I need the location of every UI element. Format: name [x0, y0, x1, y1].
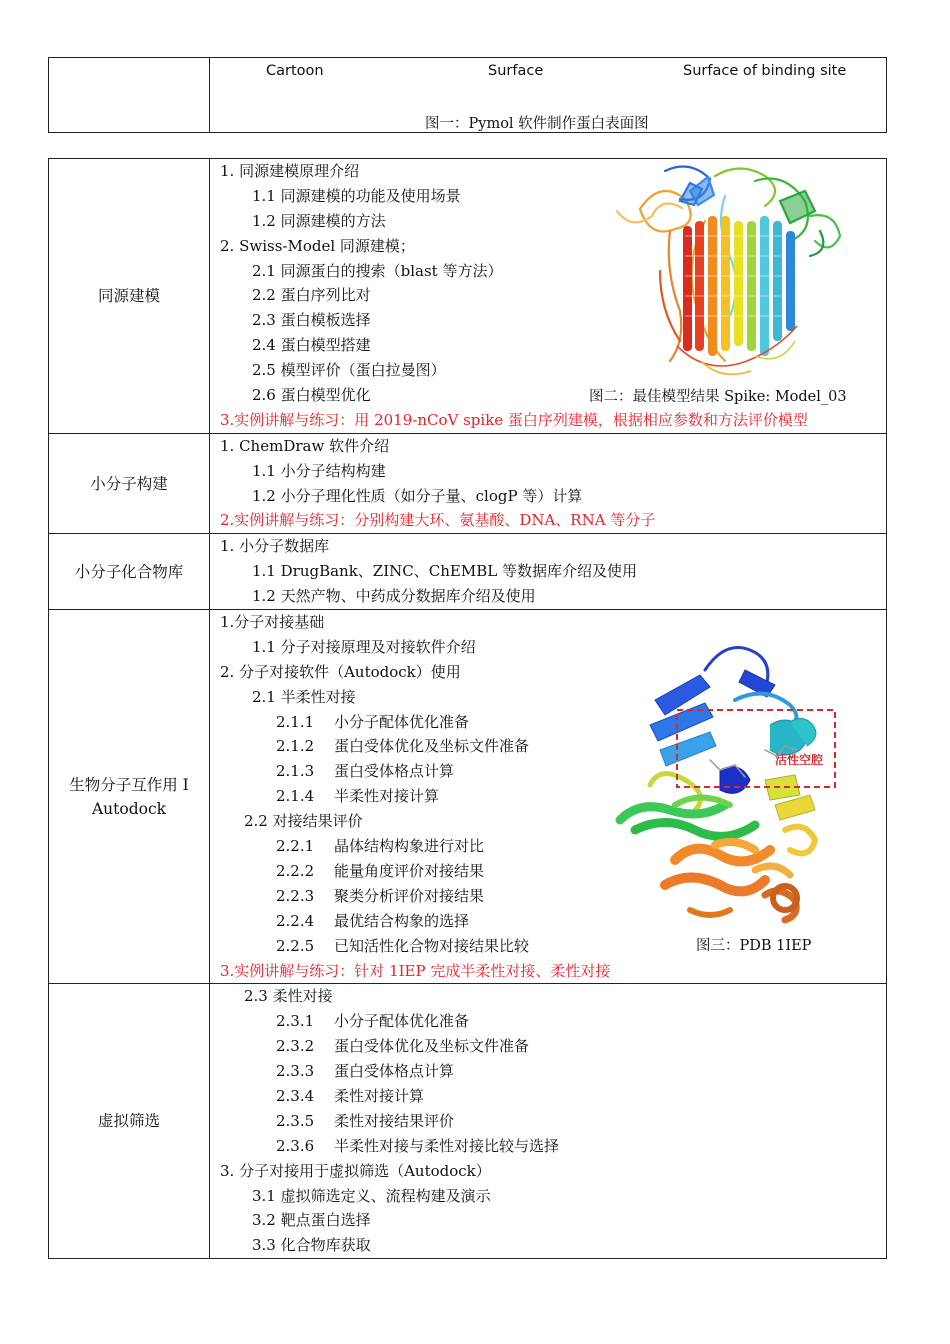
list-item: 1.1 同源建模的功能及使用场景	[252, 186, 461, 205]
item-text: 蛋白受体格点计算	[334, 762, 455, 781]
item-text: 蛋白受体优化及坐标文件准备	[334, 1037, 530, 1056]
list-item	[210, 1059, 886, 1084]
figure1-table	[48, 57, 887, 133]
section-content	[210, 610, 887, 984]
item-text: 最优结合构象的选择	[334, 911, 470, 930]
section-content	[210, 534, 887, 610]
list-item	[210, 1034, 886, 1059]
list-item: 2.1 同源蛋白的搜索（blast 等方法）	[252, 261, 503, 280]
list-item: 2.5 模型评价（蛋白拉曼图）	[252, 361, 446, 380]
item-text: 柔性对接计算	[334, 1086, 425, 1105]
item-text: 半柔性对接计算	[334, 787, 440, 806]
list-item	[210, 1134, 886, 1159]
item-number: 2.1.1	[276, 712, 315, 731]
item-text: 已知活性化合物对接结果比较	[334, 936, 530, 955]
list-item: 3.1 虚拟筛选定义、流程构建及演示	[252, 1186, 491, 1205]
list-item: 1.2 天然产物、中药成分数据库介绍及使用	[252, 587, 536, 606]
section-title: 同源建模	[49, 159, 210, 434]
section-title: 小分子构建	[49, 433, 210, 534]
practice-line: 3.实例讲解与练习：用 2019-nCoV spike 蛋白序列建模，根据相应参数和方法评价模型	[220, 410, 808, 429]
item-number: 2.3.2	[276, 1037, 315, 1056]
list-item: 2.1 半柔性对接	[252, 687, 356, 706]
list-item: 3. 分子对接用于虚拟筛选（Autodock）	[220, 1161, 491, 1180]
item-number: 2.1.4	[276, 787, 315, 806]
list-item	[210, 1109, 886, 1134]
figure1-cell	[210, 58, 887, 133]
list-item: 1.2 同源建模的方法	[252, 211, 386, 230]
list-item: 2.6 蛋白模型优化	[252, 386, 371, 405]
item-number: 2.1.3	[276, 762, 315, 781]
section-virtual-screening	[49, 984, 887, 1259]
section-title	[49, 610, 210, 984]
item-text: 晶体结构构象进行对比	[334, 837, 485, 856]
section-content	[210, 433, 887, 534]
section-title: 小分子化合物库	[49, 534, 210, 610]
list-item: 3.3 化合物库获取	[252, 1236, 371, 1255]
section-content	[210, 159, 887, 434]
item-number: 2.2.2	[276, 861, 315, 880]
practice-line: 2.实例讲解与练习：分别构建大环、氨基酸、DNA、RNA 等分子	[220, 511, 656, 530]
item-number: 2.1.2	[276, 737, 315, 756]
spike-protein-figure	[605, 161, 900, 387]
list-item: 1. 小分子数据库	[220, 537, 330, 556]
list-item: 2.3 柔性对接	[244, 987, 333, 1006]
list-item: 2.4 蛋白模型搭建	[252, 336, 371, 355]
section-content	[210, 984, 887, 1259]
figure1-col-cartoon: Cartoon	[266, 63, 324, 79]
list-item: 2.3 蛋白模板选择	[252, 311, 371, 330]
figure1-empty-cell	[49, 58, 210, 133]
pocket-label: 活性空腔	[775, 753, 824, 768]
item-text: 能量角度评价对接结果	[334, 861, 485, 880]
list-item: 1. 同源建模原理介绍	[220, 162, 360, 180]
item-text: 小分子配体优化准备	[334, 712, 470, 731]
item-text: 聚类分析评价对接结果	[334, 886, 485, 905]
item-number: 2.3.1	[276, 1012, 315, 1031]
item-text: 半柔性对接与柔性对接比较与选择	[334, 1136, 560, 1155]
item-number: 2.3.3	[276, 1062, 315, 1081]
list-item: 1.2 小分子理化性质（如分子量、clogP 等）计算	[252, 486, 583, 505]
list-item: 1.1 DrugBank、ZINC、ChEMBL 等数据库介绍及使用	[252, 562, 637, 581]
section-autodock	[49, 610, 887, 984]
item-number: 2.2.5	[276, 936, 315, 955]
list-item: 1. ChemDraw 软件介绍	[220, 436, 390, 455]
item-number: 2.3.6	[276, 1136, 315, 1155]
list-item: 1.1 小分子结构构建	[252, 461, 386, 480]
figure3-caption: 图三：PDB 1IEP	[696, 938, 812, 955]
item-number: 2.2.4	[276, 911, 315, 930]
figure1-caption: 图一：Pymol 软件制作蛋白表面图	[425, 116, 649, 132]
section-title-line1: 生物分子互作用 I	[69, 775, 189, 794]
item-text: 柔性对接结果评价	[334, 1111, 455, 1130]
list-item: 3.2 靶点蛋白选择	[252, 1211, 371, 1230]
list-item	[210, 1009, 886, 1034]
figure1-col-surface: Surface	[488, 63, 544, 79]
figure2-caption: 图二：最佳模型结果 Spike: Model_03	[589, 389, 847, 405]
list-item	[210, 1084, 886, 1109]
list-item: 2. Swiss-Model 同源建模；	[220, 236, 415, 255]
item-number: 2.3.4	[276, 1086, 315, 1105]
list-item: 2.2 蛋白序列比对	[252, 286, 371, 305]
item-text: 小分子配体优化准备	[334, 1012, 470, 1031]
section-compound-library	[49, 534, 887, 610]
list-item: 1.1 分子对接原理及对接软件介绍	[252, 637, 476, 656]
item-text: 蛋白受体优化及坐标文件准备	[334, 737, 530, 756]
section-title: 虚拟筛选	[49, 984, 210, 1259]
list-item: 2. 分子对接软件（Autodock）使用	[220, 662, 461, 681]
section-title-line2: Autodock	[91, 799, 167, 818]
section-homology	[49, 159, 887, 434]
course-table	[48, 158, 887, 1259]
item-number: 2.2.3	[276, 886, 315, 905]
list-item: 1.分子对接基础	[220, 613, 325, 632]
section-small-molecule-building	[49, 433, 887, 534]
item-number: 2.2.1	[276, 837, 315, 856]
figure1-col-binding-site: Surface of binding site	[683, 63, 847, 79]
item-number: 2.3.5	[276, 1111, 315, 1130]
item-text: 蛋白受体格点计算	[334, 1062, 455, 1081]
pdb-1iep-figure	[615, 630, 855, 930]
list-item: 2.2 对接结果评价	[244, 812, 363, 831]
practice-line: 3.实例讲解与练习：针对 1IEP 完成半柔性对接、柔性对接	[220, 961, 611, 980]
